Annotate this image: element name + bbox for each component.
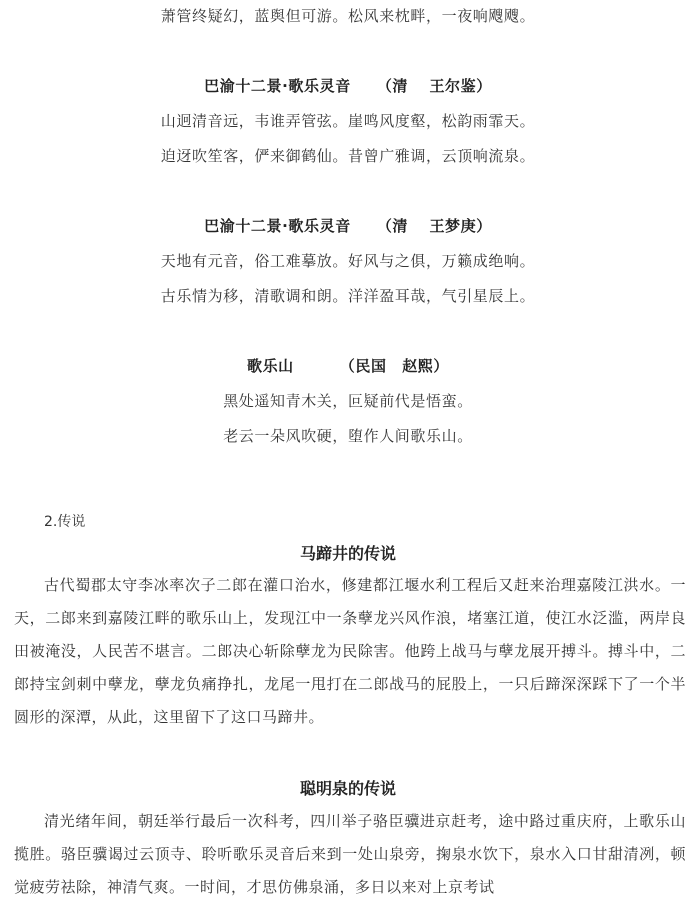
poem-title-text: 歌乐山: [246, 357, 294, 375]
poem-title-text: 巴渝十二景·歌乐灵音: [204, 217, 351, 235]
poem-line: 天地有元音，俗工难摹放。好风与之俱，万籁成绝响。: [160, 252, 536, 270]
poem-title-text: 巴渝十二景·歌乐灵音: [204, 77, 351, 95]
poem-line: 萧管终疑幻，蓝舆但可游。松风来枕畔，一夜响飕飕。: [160, 7, 536, 25]
poem-author: （民国 赵熙）: [339, 357, 449, 375]
legend-paragraph: 清光绪年间，朝廷举行最后一次科考，四川举子骆臣骥进京赶考，途中路过重庆府，上歌乐山揽胜。骆臣骥谒过云顶寺、聆听歌乐灵音后来到一处山泉旁，掬泉水饮下，泉水入口甘甜清冽，顿觉疲劳祛除，神清气爽。一时间，才思仿佛泉涌，多日以来对上京考试: [14, 812, 686, 896]
poem-title: [0, 356, 696, 376]
poem-line: 山迥清音远，韦谁弄管弦。崖鸣风度壑，松韵雨霏天。: [160, 112, 536, 130]
poem-title: [0, 216, 696, 236]
poem-author: （清 王梦庚）: [376, 217, 492, 235]
poem-author: （清 王尔鉴）: [376, 77, 492, 95]
poem-line: 老云一朵风吹硬，堕作人间歌乐山。: [223, 427, 473, 445]
legend-paragraph: 古代蜀郡太守李冰率次子二郎在灌口治水，修建都江堰水利工程后又赶来治理嘉陵江洪水。一天，二郎来到嘉陵江畔的歌乐山上，发现江中一条孽龙兴风作浪，堵塞江道，使江水泛滥，两岸良田被淹没，人民苦不堪言。二郎决心斩除孽龙为民除害。他跨上战马与孽龙展开搏斗。搏斗中，二郎持宝剑刺中孽龙，孽龙负痛挣扎，龙尾一甩打在二郎战马的屁股上，一只后蹄深深踩下了一个半圆形的深潭，从此，这里留下了这口马蹄井。: [14, 576, 686, 726]
legend-title: 聪明泉的传说: [299, 779, 396, 798]
poem-line: 黑处遥知青木关，叵疑前代是悟蛮。: [223, 392, 473, 410]
section-label: 2.传说: [44, 514, 86, 530]
poem-line: 古乐情为移，清歌调和朗。洋洋盈耳哉，气引星辰上。: [160, 287, 536, 305]
poem-line: 迫迓吹笙客，俨来御鹤仙。昔曾广雅调，云顶响流泉。: [160, 147, 536, 165]
legend-title: 马蹄井的传说: [299, 544, 396, 563]
poem-title: [0, 76, 696, 96]
